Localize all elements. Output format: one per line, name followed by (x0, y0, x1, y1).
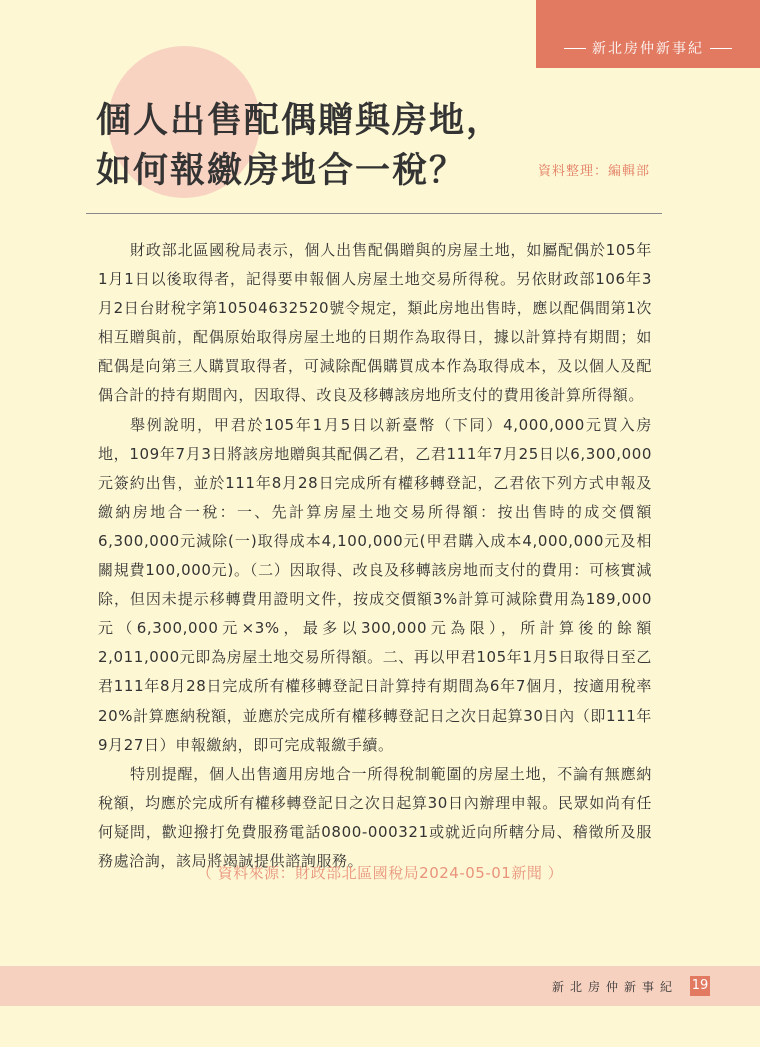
article-paragraph-2: 舉例說明，甲君於105年1月5日以新臺幣（下同）4,000,000元買入房地，109年7月3日將該房地贈與其配偶乙君，乙君111年7月25日以6,300,000元簽約出售，並於111年8月28日完成所有權移轉登記，乙君依下列方式申報及繳納房地合一稅：一、先計算房屋土地交易所得額：按出售時的成交價額6,300,000元減除(一)取得成本4,100,000元(甲君購入成本4,000,000元及相關規費100,000元)。（二）因取得、改良及移轉該房地而支付的費用：可核實減除，但因未提示移轉費用證明文件，按成交價額3%計算可減除費用為189,000元（6,300,000元×3%，最多以300,000元為限），所計算後的餘額2,011,000元即為房屋土地交易所得額。二、再以甲君105年1月5日取得日至乙君111年8月28日完成所有權移轉登記日計算持有期間為6年7個月，按適用稅率20%計算應納稅額，並應於完成所有權移轉登記日之次日起算30日內（即111年9月27日）申報繳納，即可完成報繳手續。 (98, 415, 652, 754)
header-magazine-label: 新北房仲新事紀 (592, 41, 704, 57)
header-divider-left (564, 48, 586, 49)
title-divider (86, 213, 662, 214)
article-source: （ 資料來源：財政部北區國稅局2024-05-01新聞 ） (196, 864, 564, 882)
page-number: 19 (690, 976, 710, 996)
article-title-line2: 如何報繳房地合一稅？ (96, 151, 467, 191)
article-paragraph-1: 財政部北區國稅局表示，個人出售配偶贈與的房屋土地，如屬配偶於105年1月1日以後取得者，記得要申報個人房屋土地交易所得稅。另依財政部106年3月2日台財稅字第10504632520號令規定，類此房地出售時，應以配偶間第1次相互贈與前，配偶原始取得房屋土地的日期作為取得日，據以計算持有期間；如配偶是向第三人購買取得者，可減除配偶購買成本作為取得成本，及以個人及配偶合計的持有期間內，因取得、改良及移轉該房地所支付的費用後計算所得額。 (98, 241, 652, 405)
article-byline: 資料整理：編輯部 (538, 164, 651, 179)
article-body (98, 236, 652, 876)
article-title (96, 96, 503, 196)
article-paragraph-3: 特別提醒，個人出售適用房地合一所得稅制範圍的房屋土地，不論有無應納稅額，均應於完成所有權移轉登記日之次日起算30日內辦理申報。民眾如尚有任何疑問，歡迎撥打免費服務電話0800-000321或就近向所轄分局、稽徵所及服務處洽詢，該局將竭誠提供諮詢服務。 (98, 764, 652, 870)
footer-magazine-name: 新北房仲新事紀 (552, 980, 679, 994)
article-title-line1: 個人出售配偶贈與房地， (96, 101, 504, 141)
header-divider-right (710, 48, 732, 49)
header-magazine-name (536, 38, 760, 58)
